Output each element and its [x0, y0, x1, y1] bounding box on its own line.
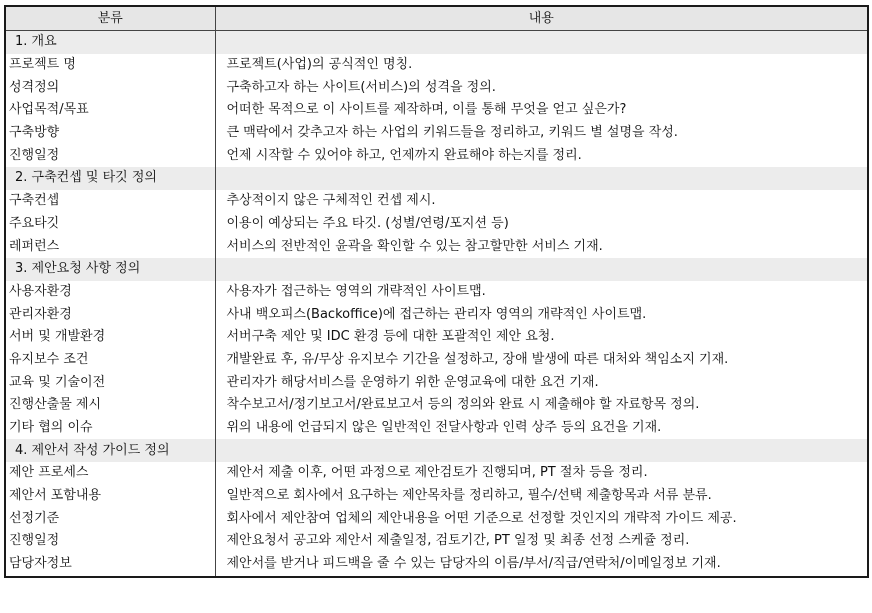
table-row	[5, 417, 868, 440]
section-row	[5, 167, 868, 190]
section-content	[215, 439, 868, 462]
row-category: 사용자환경	[5, 281, 215, 304]
table-row	[5, 144, 868, 167]
row-content: 서버구축 제안 및 IDC 환경 등에 대한 포괄적인 제안 요청.	[226, 329, 555, 345]
section-content	[215, 167, 868, 190]
table-row	[5, 99, 868, 122]
row-category: 성격정의	[5, 76, 215, 99]
row-category: 주요타깃	[5, 213, 215, 236]
row-content: 추상적이지 않은 구체적인 컨셉 제시.	[226, 193, 436, 209]
row-category: 구축방향	[5, 122, 215, 145]
table-row	[5, 349, 868, 372]
table-row	[5, 76, 868, 99]
table-row	[5, 462, 868, 485]
section-content	[215, 258, 868, 281]
row-content: 관리자가 해당서비스를 운영하기 위한 운영교육에 대한 요건 기재.	[226, 374, 599, 390]
table-header	[5, 6, 868, 31]
row-content: 이용이 예상되는 주요 타깃. (성별/연령/포지션 등)	[226, 215, 509, 231]
row-category: 진행산출물 제시	[5, 394, 215, 417]
table-row	[5, 530, 868, 553]
row-category: 진행일정	[5, 530, 215, 553]
table-row	[5, 235, 868, 258]
row-category: 유지보수 조건	[5, 349, 215, 372]
row-content: 사내 백오피스(Backoffice)에 접근하는 관리자 영역의 개략적인 사이트맵.	[226, 306, 647, 322]
row-content: 개발완료 후, 유/무상 유지보수 기간을 설정하고, 장애 발생에 따른 대처와 책임소지 기재.	[226, 351, 729, 367]
section-row	[5, 258, 868, 281]
table-row	[5, 122, 868, 145]
header-content: 내용	[215, 6, 868, 31]
row-content: 구축하고자 하는 사이트(서비스)의 성격을 정의.	[226, 79, 496, 95]
row-content: 프로젝트(사업)의 공식적인 명칭.	[226, 57, 413, 73]
row-content: 제안서를 받거나 피드백을 줄 수 있는 담당자의 이름/부서/직급/연락처/이메일정보 기재.	[226, 556, 721, 572]
row-content: 위의 내용에 언급되지 않은 일반적인 전달사항과 인력 상주 등의 요건을 기재.	[226, 420, 662, 436]
row-content: 일반적으로 회사에서 요구하는 제안목차를 정리하고, 필수/선택 제출항목과 서류 분류.	[226, 488, 712, 504]
section-row	[5, 439, 868, 462]
table-row	[5, 326, 868, 349]
section-title: 2. 구축컨셉 및 타깃 정의	[5, 167, 215, 190]
table-row	[5, 213, 868, 236]
row-category: 서버 및 개발환경	[5, 326, 215, 349]
rfp-guide-table	[4, 5, 869, 578]
section-content	[215, 31, 868, 54]
row-category: 구축컨셉	[5, 190, 215, 213]
table-row	[5, 54, 868, 77]
table-row	[5, 507, 868, 530]
row-category: 제안서 포함내용	[5, 485, 215, 508]
row-content: 서비스의 전반적인 윤곽을 확인할 수 있는 참고할만한 서비스 기재.	[226, 238, 603, 254]
row-content: 착수보고서/정기보고서/완료보고서 등의 정의와 완료 시 제출해야 할 자료항목 정의.	[226, 397, 700, 413]
row-content: 회사에서 제안참여 업체의 제안내용을 어떤 기준으로 선정할 것인지의 개략적 가이드 제공.	[226, 510, 737, 526]
table-row	[5, 553, 868, 577]
row-category: 담당자정보	[5, 553, 215, 577]
row-category: 레퍼런스	[5, 235, 215, 258]
section-title: 1. 개요	[5, 31, 215, 54]
row-category: 제안 프로세스	[5, 462, 215, 485]
table-row	[5, 303, 868, 326]
row-content: 큰 맥락에서 갖추고자 하는 사업의 키워드들을 정리하고, 키워드 별 설명을 작성.	[226, 125, 678, 141]
section-row	[5, 31, 868, 54]
section-title: 4. 제안서 작성 가이드 정의	[5, 439, 215, 462]
row-content: 어떠한 목적으로 이 사이트를 제작하며, 이를 통해 무엇을 얻고 싶은가?	[226, 102, 627, 118]
header-row	[5, 6, 868, 31]
row-content: 언제 시작할 수 있어야 하고, 언제까지 완료해야 하는지를 정리.	[226, 147, 582, 163]
row-category: 선정기준	[5, 507, 215, 530]
row-category: 프로젝트 명	[5, 54, 215, 77]
row-content: 사용자가 접근하는 영역의 개략적인 사이트맵.	[226, 283, 486, 299]
row-category: 사업목적/목표	[5, 99, 215, 122]
section-title: 3. 제안요청 사항 정의	[5, 258, 215, 281]
row-category: 교육 및 기술이전	[5, 371, 215, 394]
table-row	[5, 281, 868, 304]
table-row	[5, 394, 868, 417]
table-row	[5, 485, 868, 508]
row-category: 진행일정	[5, 144, 215, 167]
table-row	[5, 190, 868, 213]
row-category: 기타 협의 이슈	[5, 417, 215, 440]
header-category: 분류	[5, 6, 215, 31]
table-row	[5, 371, 868, 394]
row-content: 제안요청서 공고와 제안서 제출일정, 검토기간, PT 일정 및 최종 선정 스케쥴 정리.	[226, 533, 690, 549]
table-body	[5, 31, 868, 577]
row-content: 제안서 제출 이후, 어떤 과정으로 제안검토가 진행되며, PT 절차 등을 정리.	[226, 465, 648, 481]
row-category: 관리자환경	[5, 303, 215, 326]
rfp-guide-table-container	[4, 5, 867, 578]
